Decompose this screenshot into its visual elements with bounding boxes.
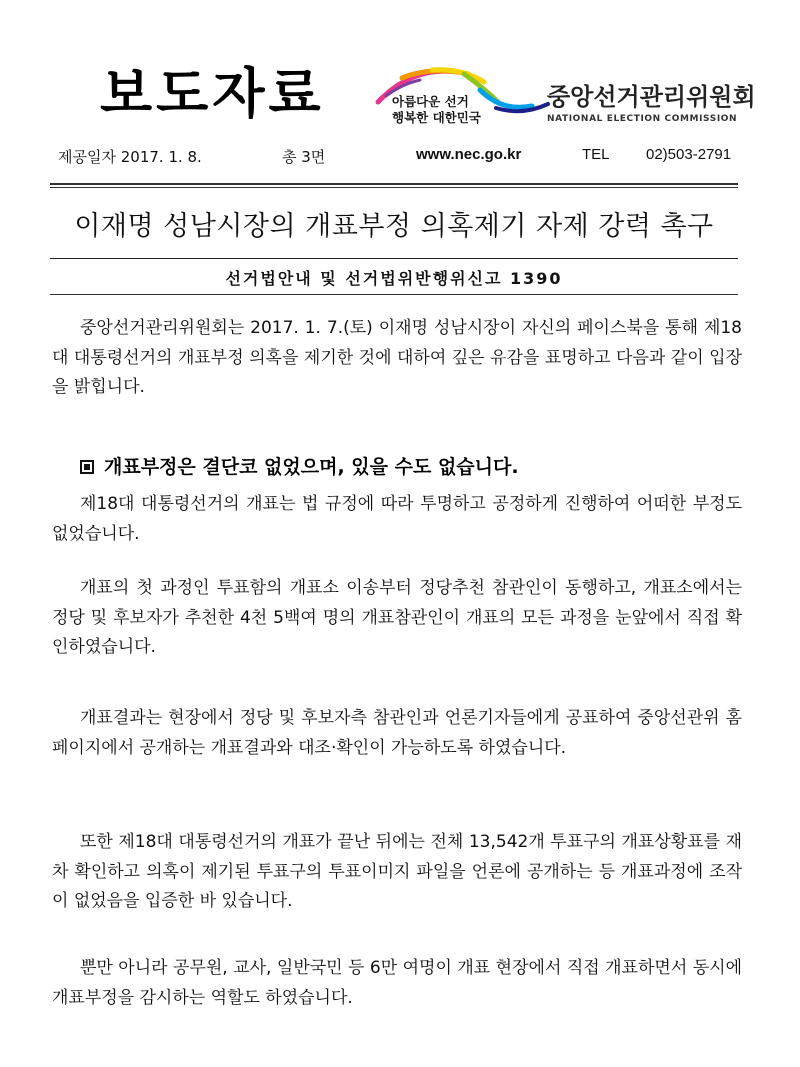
body-paragraph: 제18대 대통령선거의 개표는 법 규정에 따라 투명하고 공정하게 진행하여 어떠한 부정도 없었습니다. — [52, 494, 742, 544]
body-paragraph: 개표의 첫 과정인 투표함의 개표소 이송부터 정당추천 참관인이 동행하고, 개표소에서는 정당 및 후보자가 추천한 4천 5백여 명의 개표참관인이 개표의 모든 과정을 눈앞에서 직접 확인하였습니다. — [52, 578, 742, 657]
headline: 이재명 성남시장의 개표부정 의혹제기 자제 강력 촉구 — [74, 211, 714, 242]
body-paragraph: 중앙선거관리위원회는 2017. 1. 7.(토) 이재명 성남시장이 자신의 페이스북을 통해 제18대 대통령선거의 개표부정 의혹을 제기한 것에 대하여 깊은 유감을 표명하고 다음과 같이 입장을 밝힙니다. — [52, 318, 742, 397]
body-paragraph: 또한 제18대 대통령선거의 개표가 끝난 뒤에는 전체 13,542개 투표구의 개표상황표를 재차 확인하고 의혹이 제기된 투표구의 투표이미지 파일을 언론에 공개하는 등 개표과정에 조작이 없었음을 입증한 바 있습니다. — [52, 832, 743, 911]
release-date: 제공일자 2017. 1. 8. — [58, 148, 202, 166]
commission-name — [547, 84, 756, 124]
header-divider — [50, 183, 738, 188]
headline-divider — [50, 258, 738, 259]
commission-name-korean: 중앙선거관리위원회 — [547, 83, 756, 111]
section-heading-text: 개표부정은 결단코 없었으며, 있을 수도 없습니다. — [104, 456, 519, 478]
slogan — [392, 94, 481, 126]
slogan-line-1: 아름다운 선거 — [392, 94, 469, 109]
website-link[interactable]: www.nec.go.kr — [416, 146, 522, 163]
document-type-title: 보도자료 — [100, 61, 325, 125]
body-paragraph: 개표결과는 현장에서 정당 및 후보자측 참관인과 언론기자들에게 공표하여 중앙선관위 홈페이지에서 공개하는 개표결과와 대조·확인이 가능하도록 하였습니다. — [52, 708, 742, 758]
subheadline: 선거법안내 및 선거법위반행위신고 1390 — [225, 269, 563, 288]
section-heading — [80, 452, 519, 479]
tel-number: 02)503-2791 — [646, 146, 732, 163]
commission-name-english: NATIONAL ELECTION COMMISSION — [547, 114, 738, 124]
body-paragraph: 뿐만 아니라 공무원, 교사, 일반국민 등 6만 여명이 개표 현장에서 직접 개표하면서 동시에 개표부정을 감시하는 역할도 하였습니다. — [52, 958, 742, 1008]
square-bullet-icon — [80, 460, 94, 474]
page-count: 총 3면 — [282, 148, 326, 166]
slogan-line-2: 행복한 대한민국 — [392, 110, 481, 125]
subheadline-divider — [50, 294, 738, 295]
tel-label: TEL — [582, 146, 610, 163]
